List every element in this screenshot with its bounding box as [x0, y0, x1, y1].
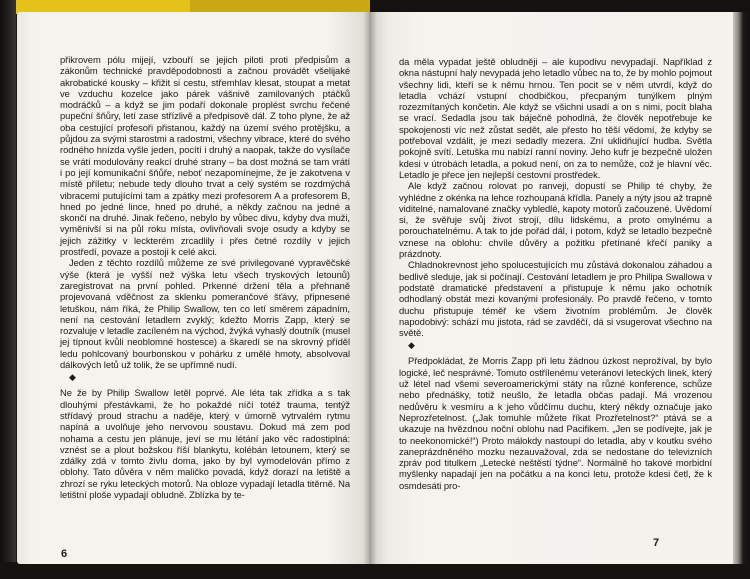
- paragraph: Chladnokrevnost jeho spolucestujících mu zůstává dokonalou záhadou a bedlivě sleduje, jak si počínají. Cestování letadlem je pro Philipa Swallowa v podstatě dramatické představení a přistupuje k němu jako ochotník odhodlaný obstát mezi kovanými profesionály. Po pravdě řečeno, v tomto duchu přistupuje téměř ke všem životním problémům. Je člověk napodobivý: schází mu jistota, rád se zavděčí, dá si vsugerovat všechno na světě.: [399, 259, 712, 339]
- paragraph: Jeden z těchto rozdílů můžeme ze své privilegované vypravěčské výše (která je vyšší než výška letu všech tryskových letounů) zaregistrovat na první pohled. Prkenné držení těla a přehnaně projevovaná vděčnost za sklenku pomerančové šťávy, připnesené letuškou, nám říká, že Philip Swallow, ten co letí směrem západním, není na cestování letadlem zvyklý; kdežto Morris Zapp, který se rozvaluje v letadle zacíleném na východ, žvýká vyhaslý doutník (musel jej típnout kvůli neoblomné hostesce) a škaredí se na skrovný příděl ledu pohlcovaný bourbonskou v pohárku z umělé hmoty, absolvoval dálkových letů už tolik, že se upřímně nudí.: [60, 257, 350, 371]
- left-page: [17, 12, 369, 564]
- section-break-diamond-icon: ◆: [408, 340, 415, 351]
- page-number: 7: [653, 537, 660, 549]
- right-page: [369, 12, 733, 564]
- book-cover-edge: [0, 0, 16, 579]
- right-page-text: [399, 56, 712, 491]
- book-bottom-edge: [0, 562, 750, 579]
- paragraph: Předpokládat, že Morris Zapp při letu žádnou úzkost neprožíval, by bylo logické, leč nesprávné. Tomuto ostřílenému veteránovi leteckých linek, který už létel nad všemi severoamerickými státy na různé konference, schůze nebo přednášky, totiž neušlo, že letadla občas padají. Má vrozenou nedůvěru k vesmíru a k jeho vůdčímu duchu, který někdy označuje jako Neprozřetelnost. („Jak tomuhle můžete říkat Prozřetelnost?“ ptává se a ukazuje na hvězdnou noční oblohu nad Pacifikem. „Jen se podívejte, jak je to neekonomické!“) Proto málokdy nastoupí do letadla, aby v koutku svého zaneprázdněného mozku nezauvažoval, zda se nedostane do televizních zpráv pod titulkem „Letecké neštěstí týdne“. Normálně ho takové morbidní myšlenky napadají jen na počátku a na konci letu, protože kdesi četl, že k osmdesáti pro-: [399, 355, 712, 491]
- left-page-text: [60, 54, 350, 500]
- page-number: 6: [61, 548, 68, 560]
- paragraph: přikrovem pólu mijejí, vzbouří se jejich piloti proti předpisům a zákonům technické pravděpodobnosti a začnou provádět všelijaké akrobatické kousky – křižit si cestu, střemhlav klesat, stoupat a metat ve vzduchu kozelce jako párek vášnivě zamilovaných ptáčků modráčků – a když se jim podaří dokonale proplést svrchu řečené pupeční šňůry, letí zase střízlivě a předpisově dál. Z toho plyne, že až oba cestující profesoři přistanou, každý na území svého protějšku, a půjdou za svými starostmi a radostmi, všechny vibrace, které do svého rodného hnízda vyšle jeden, pocítí i druhý a naopak, takže do vysílače se vrátí modulovány reakcí druhé strany – ba dost možná se tam vrátí i po její komunikační šňůře, neboť nezapomínejme, že je zakotvena v místě příletu; nebude tedy dlouho trvat a celý systém se rozdmýchá vibracemi putujícími tam a zpátky mezi profesorem A a profesorem B, hned po jedné lince, hned po druhé, a někdy začnou na jedné a skončí na druhé. Jinak řečeno, nebylo by vůbec divu, kdyby dva muži, vyměnivší si na půl roku místa, ovlivňovali svoje osudy a kdyby se jejich zážitky v leckterém zrcadlily i přes četné rozdíly v jejich prostředí, povaze a postoji k celé akci.: [60, 54, 350, 258]
- paragraph: Ne že by Philip Swallow letěl poprvé. Ale léta tak zřídka a s tak dlouhými přestávkami, že ho pokaždé níčí totéž trauma, tentýž střídavý proud strachu a naděje, který v úmorně vytrvalém rytmu napíná a uvolňuje jeho nervovou soustavu. Dokud má zem pod nohama a cestu jen plánuje, jeví se mu létání jako věc radostiplná: vznést se a plout božskou říší blankytu, kolébán letounem, který se zdálky zdá v tomto živlu doma, jako by byl vymodelován přímo z oblohy. Tato důvěra v něm maličko povadá, když dorazí na letiště a zhrozí se ryku leteckých motorů. Na obloze vypadají letadla titěrně. Na letištní ploše vypadají obludně. Zblízka by te-: [60, 387, 350, 500]
- section-break-diamond-icon: ◆: [69, 372, 76, 383]
- page-stack-edge: [733, 12, 750, 564]
- book-gutter-shadow: [363, 12, 377, 564]
- paragraph: da měla vypadat ještě obludněji – ale kupodivu nevypadají. Například z okna nástupní haly nevypadá jeho letadlo vůbec na to, že by mohlo pojmout všechny lidi, kteří se k němu hrnou. Ten pocit se v něm utvrdí, když do letadla vchází vstupní chodbičkou, přecpaným tunýlkem plným rozezmítaných končetin. Ale když se všichni usadí a on s nimi, pocít blaha se vrací. Sedadla jsou tak báječně pohodlná, že člověk nepotřebuje ke spokojenosti víc než zůstat sedět, ale přesto ho těší vědomí, že kdyby se potřeboval vzdálit, je mezi sedadly mezera. Zní uklidňující hudba. Světla pokojně svítí. Letuška mu nabízí ranní noviny. Jeho kufr je bezpečně uložen kdesi v útrobách letadla, a pokud není, on za to nemůže, což je hlavní věc. Letadlo je přece jen nejlepší cestovní prostředek.: [399, 56, 712, 180]
- paragraph: Ale když začnou rolovat po ranveji, dopustí se Philip té chyby, že vyhlédne z okénka na lehce rozhoupaná křídla. Panely a nýty jsou až trapně viditelné, namalované značky vybledlé, kapoty motorů začouzené. Uvědomí si, že svěřuje svůj život strojí, dílu lidskému, a proto omylnému a porouchatelnému. A tak to jde pořád dál, i potom, když se letadlo bezpečně vznese na oblohu: chvíle důvěry a požitku přetínané křečí paniky a prázdnoty.: [399, 180, 712, 260]
